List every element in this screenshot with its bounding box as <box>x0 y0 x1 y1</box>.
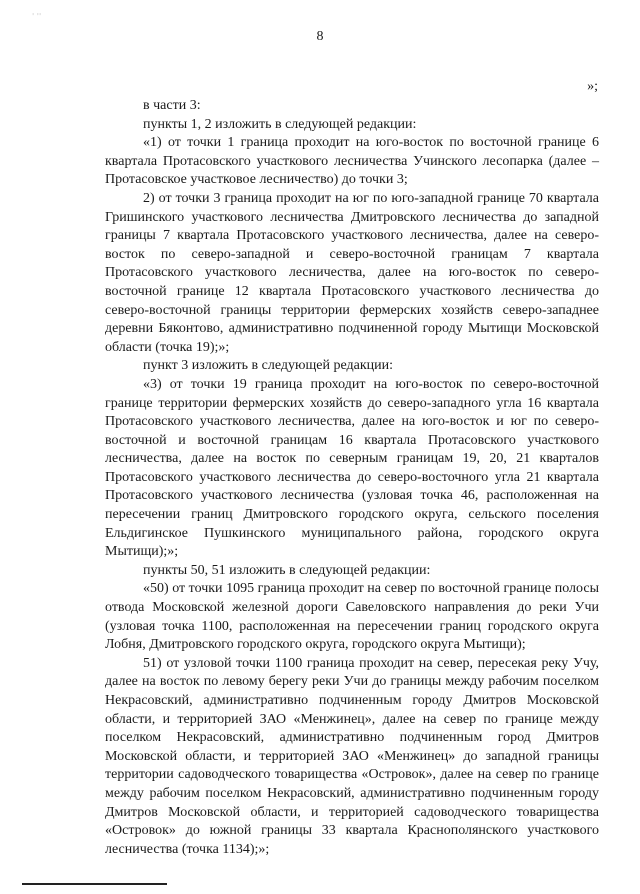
paragraph-item-3-intro: пункт 3 изложить в следующей редакции: <box>143 358 393 374</box>
page-number: 8 <box>316 29 324 44</box>
paragraph-item-3: «3) от точки 19 граница проходит на юго-восток по северо-восточной границе территории фермерских хозяйств до северо-западного угла 16 квартала Протасовского участкового лесничества, далее на юго-восток и юг по северо-восточной и восточной границам 16 квартала Протасовского участкового лесничества, далее на восток по северным границам 19, 20, 21 кварталов Протасовского участкового лесничества до северо-восточного угла 21 квартала Протасовского участкового лесничества (узловая точка 46, расположенная на пересечении границ Дмитровского городского округа, сельского поселения Ельдигинское Пушкинского муниципального района, городского округа Мытищи);»; <box>105 376 599 560</box>
paragraph-item-51: 51) от узловой точки 1100 граница проходит на север, пересекая реку Учу, далее на восток по левому берегу реки Учи до границы между рабочим поселком Некрасовский, административно подчиненным городу Дмитров Московской области, и территорией ЗАО «Менжинец», далее на север по границе между поселком Некрасовский, административно подчиненным город Дмитров Московской области, и территорией ЗАО «Менжинец» до западной границы территории садоводческого товарищества «Островок», далее на север по границе между рабочим поселком Некрасовский, административно подчиненным городу Дмитров Московской области, и территорией садоводческого товарищества «Островок» до южной границы 33 квартала Краснополянского участкового лесничества (точка 1134);»; <box>105 655 599 857</box>
paragraph-items-50-51-intro: пункты 50, 51 изложить в следующей редакции: <box>143 562 431 578</box>
document-body <box>105 97 599 859</box>
bottom-divider-line <box>22 883 167 885</box>
paragraph-part-3-heading: в части 3: <box>143 98 201 113</box>
paragraph-item-2: 2) от точки 3 граница проходит на юг по юго-западной границе 70 квартала Гришинского участкового лесничества Дмитровского лесничества до западной границы 7 квартала Протасовского участкового лесничества, далее на северо-восток по северо-западной и северо-восточной границам 7 квартала Протасовского участкового лесничества, далее на юго-восток по северо-восточной границе 12 квартала Протасовского участкового лесничества до северо-восточной границы территории фермерских хозяйств северо-западнее деревни Бяконтово, административно подчиненной городу Мытищи Московской области (точка 19);»; <box>105 190 599 355</box>
closing-quote: »; <box>587 79 598 94</box>
paragraph-item-1: «1) от точки 1 граница проходит на юго-восток по восточной границе 6 квартала Протасовского участкового лесничества Учинского лесопарка (далее – Протасовское участковое лесничество) до точки 3; <box>105 135 599 188</box>
paragraph-item-50: «50) от точки 1095 граница проходит на север по восточной границе полосы отвода Московской железной дороги Савеловского направления до реки Учи (узловая точка 1100, расположенная на пересечении границ городского округа Лобня, Дмитровского городского округа, городского округа Мытищи); <box>105 581 599 653</box>
corner-scan-mark: ' '' <box>32 12 42 21</box>
paragraph-items-1-2-intro: пункты 1, 2 изложить в следующей редакции: <box>143 116 417 132</box>
